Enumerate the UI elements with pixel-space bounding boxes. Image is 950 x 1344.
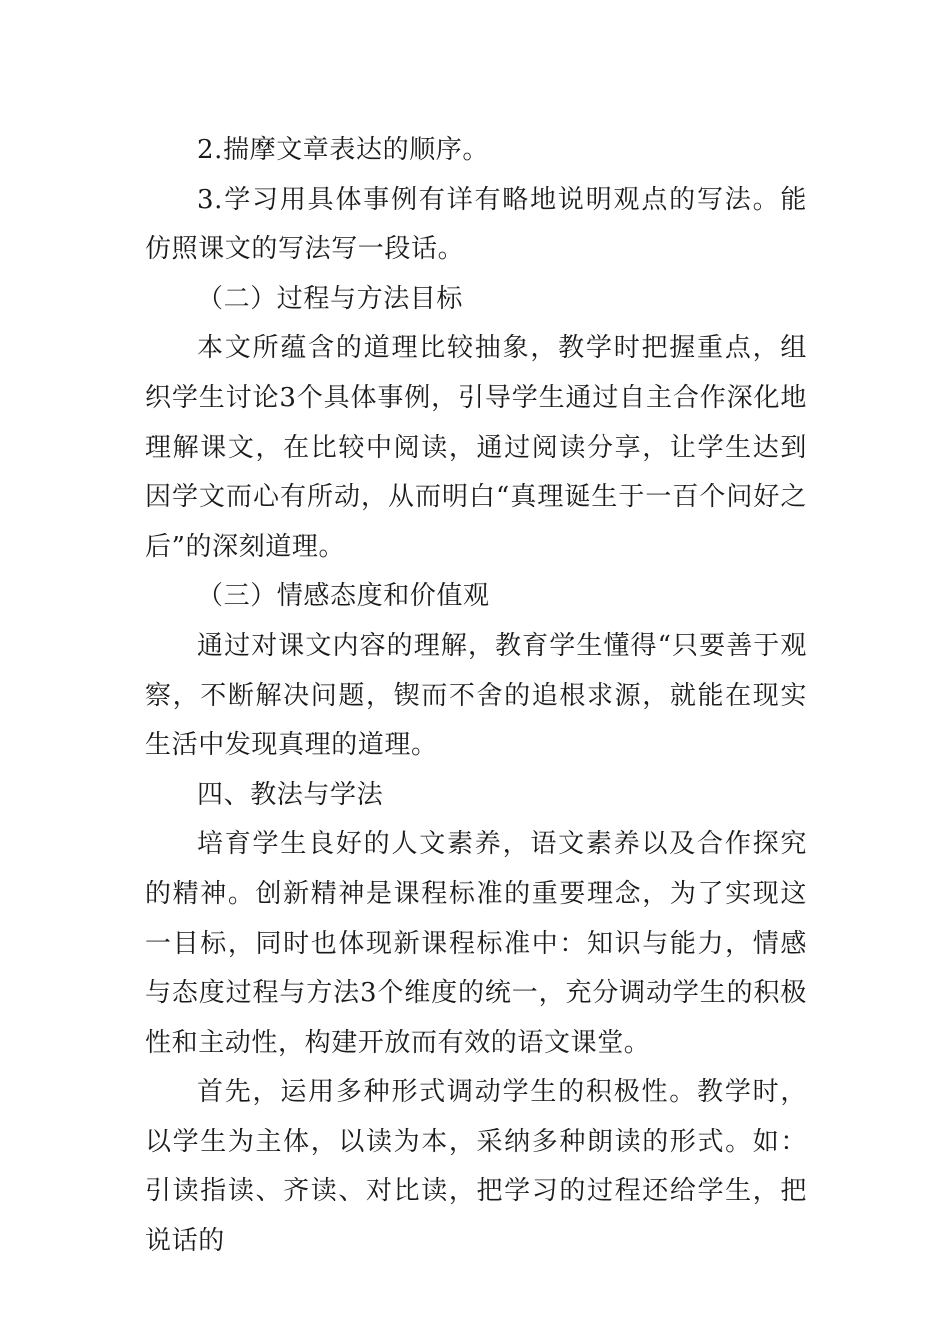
heading-emotion-values: （三）情感态度和价值观 — [197, 581, 490, 612]
heading-process-method-goals: （二）过程与方法目标 — [197, 283, 464, 314]
paragraph-objective-2: 2.揣摩文章表达的顺序。 — [197, 135, 490, 165]
paragraph-reading-methods: 首先，运用多种形式调动学生的积极性。教学时，以学生为主体，以读为本，采纳多种朗读的形式。如：引读指读、齐读、对比读，把学习的过程还给学生，把说话的 — [145, 1077, 807, 1257]
paragraph-objective-3: 3.学习用具体事例有详有略地说明观点的写法。能仿照课文的写法写一段话。 — [145, 184, 807, 265]
heading-teaching-learning-methods: 四、教法与学法 — [197, 779, 384, 810]
document-body — [145, 126, 807, 1267]
paragraph-literacy-goals: 培育学生良好的人文素养，语文素养以及合作探究的精神。创新精神是课程标准的重要理念，为了实现这一目标，同时也体现新课程标准中：知识与能力，情感与态度过程与方法3个维度的统一，充分调动学生的积极性和主动性，构建开放而有效的语文课堂。 — [145, 829, 807, 1058]
paragraph-process-method: 本文所蕴含的道理比较抽象，教学时把握重点，组织学生讨论3个具体事例，引导学生通过自主合作深化地理解课文，在比较中阅读，通过阅读分享，让学生达到因学文而心有所动，从而明白“真理诞生于一百个问好之后”的深刻道理。 — [145, 333, 807, 562]
paragraph-emotion-values: 通过对课文内容的理解，教育学生懂得“只要善于观察，不断解决问题，锲而不舍的追根求源，就能在现实生活中发现真理的道理。 — [145, 630, 807, 761]
